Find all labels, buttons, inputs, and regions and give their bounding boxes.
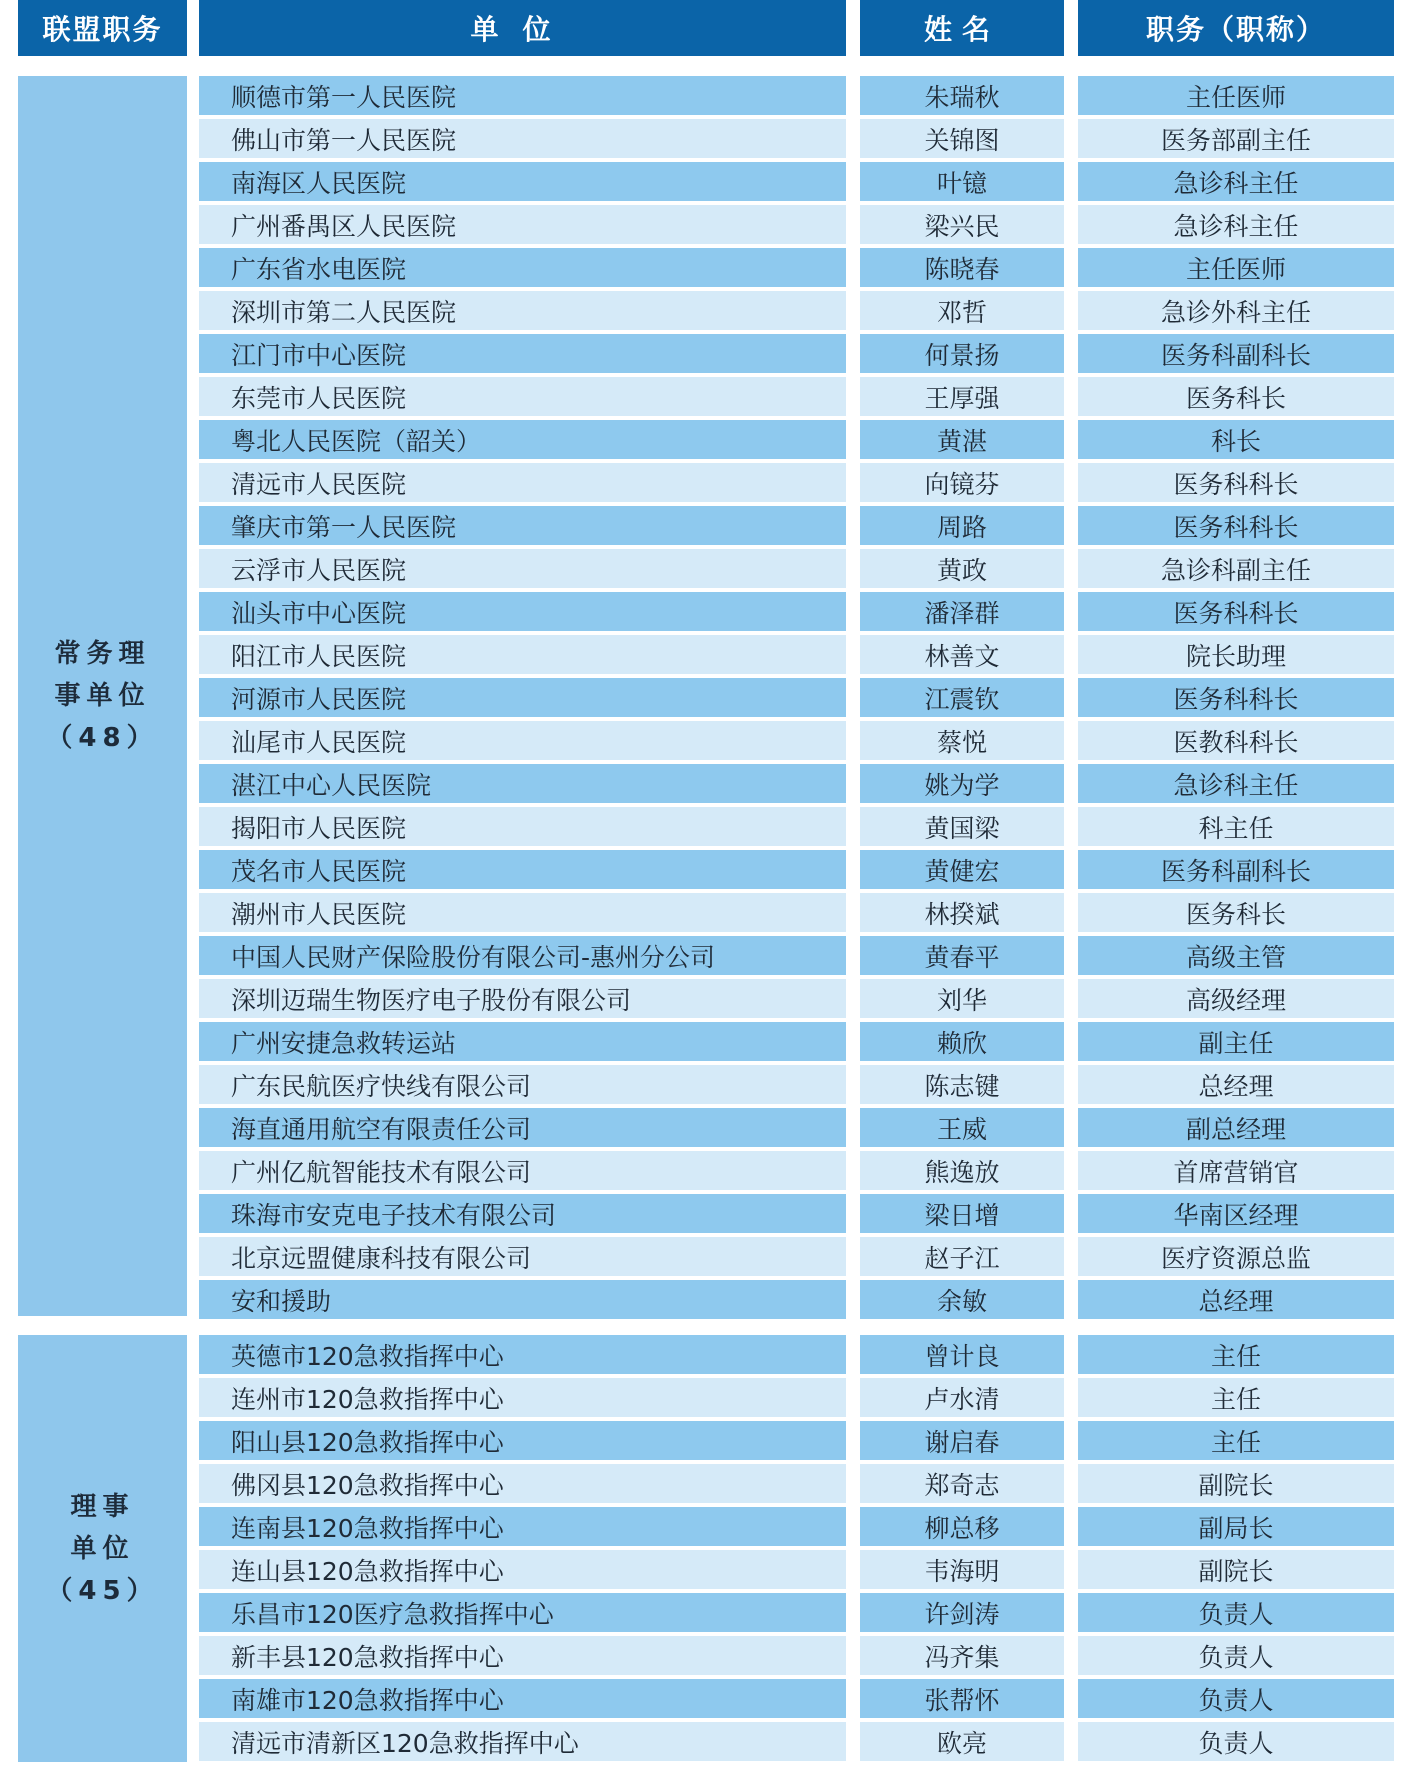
table-row xyxy=(0,893,1408,936)
title-cell: 医务科科长 xyxy=(1078,506,1394,545)
rows-standing-council xyxy=(0,76,1408,1323)
unit-cell: 广东民航医疗快线有限公司 xyxy=(199,1065,846,1104)
table-row xyxy=(0,979,1408,1022)
name-cell: 潘泽群 xyxy=(860,592,1064,631)
category-label-line: （45） xyxy=(46,1575,159,1606)
name-cell: 何景扬 xyxy=(860,334,1064,373)
unit-cell: 江门市中心医院 xyxy=(199,334,846,373)
category-label-line: 事单位 xyxy=(54,681,151,711)
name-cell: 梁日增 xyxy=(860,1194,1064,1233)
unit-cell: 阳山县120急救指挥中心 xyxy=(199,1421,846,1460)
name-cell: 周路 xyxy=(860,506,1064,545)
title-cell: 医务部副主任 xyxy=(1078,119,1394,158)
name-cell: 姚为学 xyxy=(860,764,1064,803)
name-cell: 陈志键 xyxy=(860,1065,1064,1104)
unit-cell: 连山县120急救指挥中心 xyxy=(199,1550,846,1589)
table-row xyxy=(0,119,1408,162)
unit-cell: 连州市120急救指挥中心 xyxy=(199,1378,846,1417)
name-cell: 赵子江 xyxy=(860,1237,1064,1276)
table-row xyxy=(0,377,1408,420)
title-cell: 主任 xyxy=(1078,1335,1394,1374)
name-cell: 黄政 xyxy=(860,549,1064,588)
name-cell: 江震钦 xyxy=(860,678,1064,717)
unit-cell: 清远市清新区120急救指挥中心 xyxy=(199,1722,846,1761)
header-unit: 单位 xyxy=(199,0,846,56)
name-cell: 韦海明 xyxy=(860,1550,1064,1589)
table-row xyxy=(0,1722,1408,1765)
title-cell: 负责人 xyxy=(1078,1679,1394,1718)
name-cell: 郑奇志 xyxy=(860,1464,1064,1503)
header-title: 职务（职称） xyxy=(1078,0,1394,56)
header-role: 联盟职务 xyxy=(18,0,187,56)
table-row xyxy=(0,807,1408,850)
table-row xyxy=(0,420,1408,463)
table-row xyxy=(0,1022,1408,1065)
table-row xyxy=(0,1237,1408,1280)
category-label-line: 单位 xyxy=(70,1533,135,1564)
table-row xyxy=(0,549,1408,592)
unit-cell: 海直通用航空有限责任公司 xyxy=(199,1108,846,1147)
table-row xyxy=(0,1593,1408,1636)
table-row xyxy=(0,1507,1408,1550)
name-cell: 欧亮 xyxy=(860,1722,1064,1761)
category-label-line: 理事 xyxy=(70,1491,135,1522)
title-cell: 医务科科长 xyxy=(1078,678,1394,717)
name-cell: 冯齐集 xyxy=(860,1636,1064,1675)
name-cell: 余敏 xyxy=(860,1280,1064,1319)
title-cell: 首席营销官 xyxy=(1078,1151,1394,1190)
unit-cell: 云浮市人民医院 xyxy=(199,549,846,588)
table-row xyxy=(0,76,1408,119)
title-cell: 医务科长 xyxy=(1078,893,1394,932)
title-cell: 医务科副科长 xyxy=(1078,850,1394,889)
table-row xyxy=(0,1421,1408,1464)
title-cell: 副总经理 xyxy=(1078,1108,1394,1147)
unit-cell: 茂名市人民医院 xyxy=(199,850,846,889)
unit-cell: 英德市120急救指挥中心 xyxy=(199,1335,846,1374)
unit-cell: 中国人民财产保险股份有限公司-惠州分公司 xyxy=(199,936,846,975)
table-row xyxy=(0,291,1408,334)
title-cell: 总经理 xyxy=(1078,1065,1394,1104)
title-cell: 急诊科主任 xyxy=(1078,162,1394,201)
table-row xyxy=(0,1108,1408,1151)
title-cell: 急诊科副主任 xyxy=(1078,549,1394,588)
unit-cell: 河源市人民医院 xyxy=(199,678,846,717)
unit-cell: 安和援助 xyxy=(199,1280,846,1319)
unit-cell: 连南县120急救指挥中心 xyxy=(199,1507,846,1546)
table-row xyxy=(0,248,1408,291)
header-name: 姓名 xyxy=(860,0,1064,56)
unit-cell: 乐昌市120医疗急救指挥中心 xyxy=(199,1593,846,1632)
name-cell: 林善文 xyxy=(860,635,1064,674)
name-cell: 熊逸放 xyxy=(860,1151,1064,1190)
unit-cell: 佛冈县120急救指挥中心 xyxy=(199,1464,846,1503)
table-row xyxy=(0,936,1408,979)
table-row xyxy=(0,1151,1408,1194)
unit-cell: 南海区人民医院 xyxy=(199,162,846,201)
unit-cell: 南雄市120急救指挥中心 xyxy=(199,1679,846,1718)
name-cell: 许剑涛 xyxy=(860,1593,1064,1632)
unit-cell: 顺德市第一人民医院 xyxy=(199,76,846,115)
table-row xyxy=(0,678,1408,721)
table-row xyxy=(0,1194,1408,1237)
table-row xyxy=(0,162,1408,205)
title-cell: 急诊外科主任 xyxy=(1078,291,1394,330)
title-cell: 医务科科长 xyxy=(1078,592,1394,631)
table-row xyxy=(0,1550,1408,1593)
unit-cell: 广州番禺区人民医院 xyxy=(199,205,846,244)
table-row xyxy=(0,721,1408,764)
name-cell: 王厚强 xyxy=(860,377,1064,416)
unit-cell: 东莞市人民医院 xyxy=(199,377,846,416)
table-row xyxy=(0,506,1408,549)
unit-cell: 粤北人民医院（韶关） xyxy=(199,420,846,459)
table-row xyxy=(0,1464,1408,1507)
unit-cell: 广州安捷急救转运站 xyxy=(199,1022,846,1061)
title-cell: 负责人 xyxy=(1078,1593,1394,1632)
title-cell: 华南区经理 xyxy=(1078,1194,1394,1233)
title-cell: 科长 xyxy=(1078,420,1394,459)
name-cell: 黄湛 xyxy=(860,420,1064,459)
name-cell: 关锦图 xyxy=(860,119,1064,158)
rows-council xyxy=(0,1335,1408,1765)
unit-cell: 广东省水电医院 xyxy=(199,248,846,287)
unit-cell: 深圳迈瑞生物医疗电子股份有限公司 xyxy=(199,979,846,1018)
table-row xyxy=(0,1335,1408,1378)
name-cell: 曾计良 xyxy=(860,1335,1064,1374)
name-cell: 柳总移 xyxy=(860,1507,1064,1546)
unit-cell: 广州亿航智能技术有限公司 xyxy=(199,1151,846,1190)
title-cell: 医务科副科长 xyxy=(1078,334,1394,373)
name-cell: 黄春平 xyxy=(860,936,1064,975)
name-cell: 林揆斌 xyxy=(860,893,1064,932)
table-row xyxy=(0,1065,1408,1108)
table-row xyxy=(0,463,1408,506)
title-cell: 医疗资源总监 xyxy=(1078,1237,1394,1276)
category-label-line: 常务理 xyxy=(54,639,151,669)
title-cell: 医务科长 xyxy=(1078,377,1394,416)
unit-cell: 汕尾市人民医院 xyxy=(199,721,846,760)
name-cell: 张帮怀 xyxy=(860,1679,1064,1718)
title-cell: 医务科科长 xyxy=(1078,463,1394,502)
name-cell: 梁兴民 xyxy=(860,205,1064,244)
name-cell: 朱瑞秋 xyxy=(860,76,1064,115)
unit-cell: 湛江中心人民医院 xyxy=(199,764,846,803)
unit-cell: 潮州市人民医院 xyxy=(199,893,846,932)
unit-cell: 佛山市第一人民医院 xyxy=(199,119,846,158)
unit-cell: 揭阳市人民医院 xyxy=(199,807,846,846)
table-row xyxy=(0,635,1408,678)
name-cell: 陈晓春 xyxy=(860,248,1064,287)
title-cell: 副院长 xyxy=(1078,1550,1394,1589)
title-cell: 高级主管 xyxy=(1078,936,1394,975)
name-cell: 王威 xyxy=(860,1108,1064,1147)
title-cell: 急诊科主任 xyxy=(1078,205,1394,244)
name-cell: 谢启春 xyxy=(860,1421,1064,1460)
category-label-line: （48） xyxy=(46,723,159,753)
unit-cell: 肇庆市第一人民医院 xyxy=(199,506,846,545)
table-row xyxy=(0,1280,1408,1323)
name-cell: 蔡悦 xyxy=(860,721,1064,760)
title-cell: 负责人 xyxy=(1078,1722,1394,1761)
title-cell: 科主任 xyxy=(1078,807,1394,846)
title-cell: 主任医师 xyxy=(1078,248,1394,287)
unit-cell: 汕头市中心医院 xyxy=(199,592,846,631)
table-row xyxy=(0,334,1408,377)
unit-cell: 珠海市安克电子技术有限公司 xyxy=(199,1194,846,1233)
title-cell: 副局长 xyxy=(1078,1507,1394,1546)
name-cell: 刘华 xyxy=(860,979,1064,1018)
title-cell: 总经理 xyxy=(1078,1280,1394,1319)
unit-cell: 北京远盟健康科技有限公司 xyxy=(199,1237,846,1276)
name-cell: 赖欣 xyxy=(860,1022,1064,1061)
name-cell: 向镜芬 xyxy=(860,463,1064,502)
title-cell: 副主任 xyxy=(1078,1022,1394,1061)
name-cell: 黄国梁 xyxy=(860,807,1064,846)
table-row xyxy=(0,1636,1408,1679)
unit-cell: 阳江市人民医院 xyxy=(199,635,846,674)
title-cell: 医教科科长 xyxy=(1078,721,1394,760)
name-cell: 叶镱 xyxy=(860,162,1064,201)
table-row xyxy=(0,592,1408,635)
title-cell: 高级经理 xyxy=(1078,979,1394,1018)
title-cell: 主任医师 xyxy=(1078,76,1394,115)
table-row xyxy=(0,850,1408,893)
title-cell: 副院长 xyxy=(1078,1464,1394,1503)
title-cell: 急诊科主任 xyxy=(1078,764,1394,803)
title-cell: 主任 xyxy=(1078,1421,1394,1460)
table-row xyxy=(0,205,1408,248)
unit-cell: 新丰县120急救指挥中心 xyxy=(199,1636,846,1675)
table-row xyxy=(0,764,1408,807)
name-cell: 卢水清 xyxy=(860,1378,1064,1417)
title-cell: 主任 xyxy=(1078,1378,1394,1417)
table-row xyxy=(0,1679,1408,1722)
name-cell: 邓哲 xyxy=(860,291,1064,330)
name-cell: 黄健宏 xyxy=(860,850,1064,889)
unit-cell: 深圳市第二人民医院 xyxy=(199,291,846,330)
title-cell: 负责人 xyxy=(1078,1636,1394,1675)
table-row xyxy=(0,1378,1408,1421)
unit-cell: 清远市人民医院 xyxy=(199,463,846,502)
title-cell: 院长助理 xyxy=(1078,635,1394,674)
